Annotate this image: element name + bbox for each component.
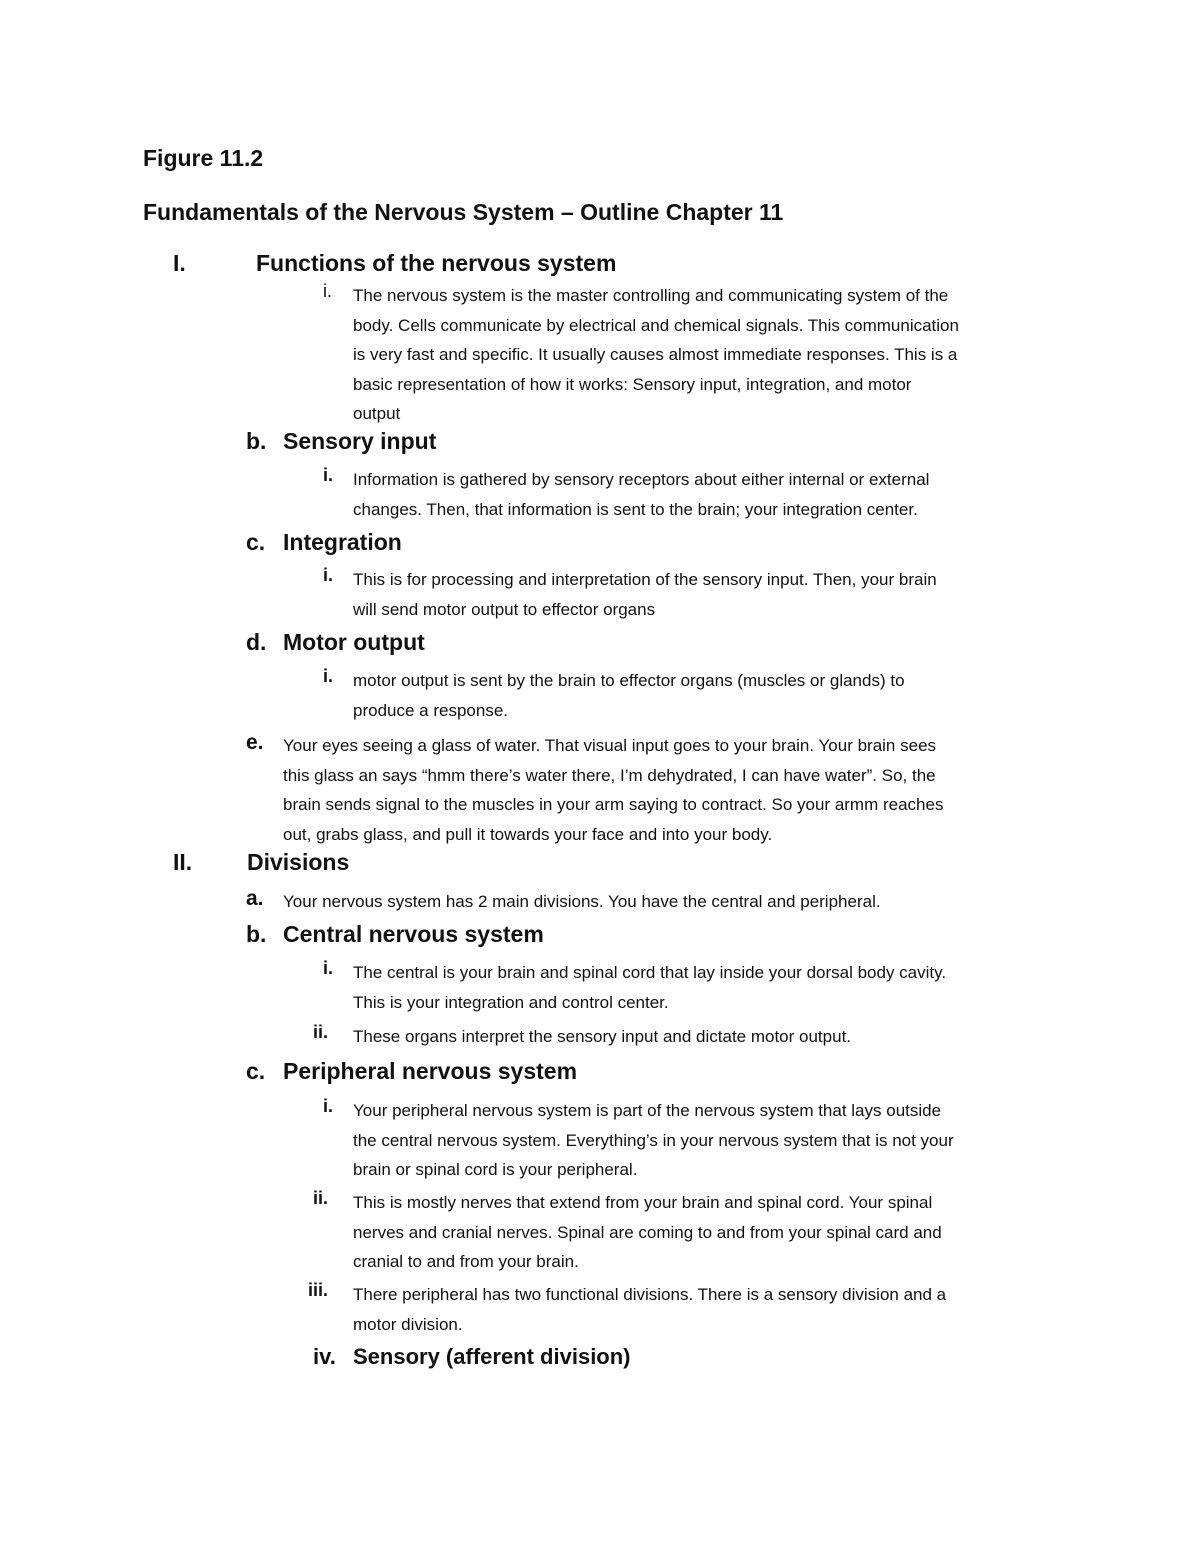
subheading: Integration [283, 529, 402, 555]
text-line: Your eyes seeing a glass of water. That visual input goes to your brain. Your brain sees [283, 736, 937, 755]
paragraph [353, 1188, 942, 1277]
list-item [246, 887, 881, 917]
paragraph [353, 1022, 851, 1052]
subheading: Motor output [283, 629, 425, 655]
item-marker: i. [323, 465, 334, 485]
text-line: brain or spinal cord is your peripheral. [353, 1160, 638, 1179]
list-item [323, 1096, 954, 1185]
item-marker: i. [323, 666, 334, 686]
subheading: Sensory input [283, 428, 437, 454]
text-line: produce a response. [353, 700, 508, 720]
text-line: is very fast and specific. It usually causes almost immediate responses. This is a [353, 345, 958, 364]
paragraph [283, 731, 943, 849]
section-heading: Divisions [247, 849, 350, 875]
text-line: the central nervous system. Everything’s in your nervous system that is not your [353, 1130, 954, 1150]
section-heading-row [173, 250, 616, 277]
item-marker: iii. [308, 1280, 329, 1300]
list-item [308, 1280, 946, 1339]
item-marker: d. [246, 629, 267, 655]
subheading: Peripheral nervous system [283, 1058, 578, 1084]
paragraph [353, 958, 946, 1017]
paragraph [353, 1096, 954, 1185]
item-marker: i. [323, 565, 334, 585]
subheading: Central nervous system [283, 921, 544, 947]
text-line: The nervous system is the master controlling and communicating system of the [353, 286, 949, 305]
text-line: nerves and cranial nerves. Spinal are coming to and from your spinal card and [353, 1222, 942, 1242]
text-line: brain sends signal to the muscles in your arm saying to contract. So your armm reaches [283, 795, 944, 814]
text-line: These organs interpret the sensory input and dictate motor output. [353, 1027, 852, 1046]
text-line: cranial to and from your brain. [353, 1252, 579, 1271]
section-heading-row [173, 849, 349, 876]
text-line: this glass an says “hmm there’s water there, I’m dehydrated, I can have water”. So, the [283, 765, 936, 785]
subheading-row [246, 428, 436, 455]
item-marker: b. [246, 428, 267, 454]
item-marker: a. [246, 887, 264, 910]
section-heading: Functions of the nervous system [256, 250, 617, 276]
figure-label: Figure 11.2 [143, 145, 264, 171]
text-line: will send motor output to effector organs [353, 599, 656, 619]
subheading-row [313, 1344, 631, 1370]
paragraph [353, 281, 959, 429]
list-item [323, 958, 946, 1017]
item-marker: e. [246, 731, 264, 754]
text-line: This is mostly nerves that extend from your brain and spinal cord. Your spinal [353, 1193, 933, 1212]
subheading-row [246, 1058, 577, 1085]
list-item [323, 465, 929, 524]
text-line: body. Cells communicate by electrical and chemical signals. This communication [353, 315, 959, 335]
text-line: out, grabs glass, and pull it towards your face and into your body. [283, 824, 773, 844]
list-item [313, 1022, 851, 1052]
paragraph [353, 1280, 946, 1339]
list-item [246, 731, 943, 849]
item-marker: c. [246, 529, 266, 555]
paragraph [353, 565, 937, 624]
text-line: There peripheral has two functional divisions. There is a sensory division and a [353, 1285, 947, 1304]
text-line: This is your integration and control center. [353, 992, 669, 1012]
text-line: Your peripheral nervous system is part of the nervous system that lays outside [353, 1101, 942, 1120]
text-line: basic representation of how it works: Sensory input, integration, and motor [353, 374, 912, 394]
text-line: changes. Then, that information is sent to the brain; your integration center. [353, 499, 918, 519]
text-line: Information is gathered by sensory receptors about either internal or external [353, 470, 930, 489]
subheading-row [246, 629, 425, 656]
item-marker: ii. [313, 1022, 329, 1042]
item-marker: iv. [313, 1344, 336, 1369]
paragraph [353, 666, 905, 725]
text-line: The central is your brain and spinal cord that lay inside your dorsal body cavity. [353, 963, 947, 982]
subheading-row [246, 921, 544, 948]
subheading: Sensory (afferent division) [353, 1344, 631, 1369]
document-title: Fundamentals of the Nervous System – Outline Chapter 11 [143, 199, 784, 225]
roman-numeral: I. [173, 250, 186, 276]
paragraph [353, 465, 929, 524]
text-line: Your nervous system has 2 main divisions. You have the central and peripheral. [283, 892, 881, 911]
list-item [323, 666, 905, 725]
text-line: This is for processing and interpretation of the sensory input. Then, your brain [353, 570, 937, 589]
item-marker: i. [323, 281, 332, 301]
item-marker: c. [246, 1058, 266, 1084]
text-line: motor output is sent by the brain to effector organs (muscles or glands) to [353, 671, 905, 690]
item-marker: i. [323, 1096, 334, 1116]
text-line: motor division. [353, 1314, 463, 1334]
item-marker: b. [246, 921, 267, 947]
item-marker: ii. [313, 1188, 329, 1208]
paragraph [283, 887, 881, 917]
list-item [313, 1188, 942, 1277]
item-marker: i. [323, 958, 334, 978]
list-item [323, 565, 937, 624]
roman-numeral: II. [173, 849, 193, 875]
list-item [323, 281, 959, 429]
subheading-row [246, 529, 402, 556]
text-line: output [353, 404, 401, 423]
